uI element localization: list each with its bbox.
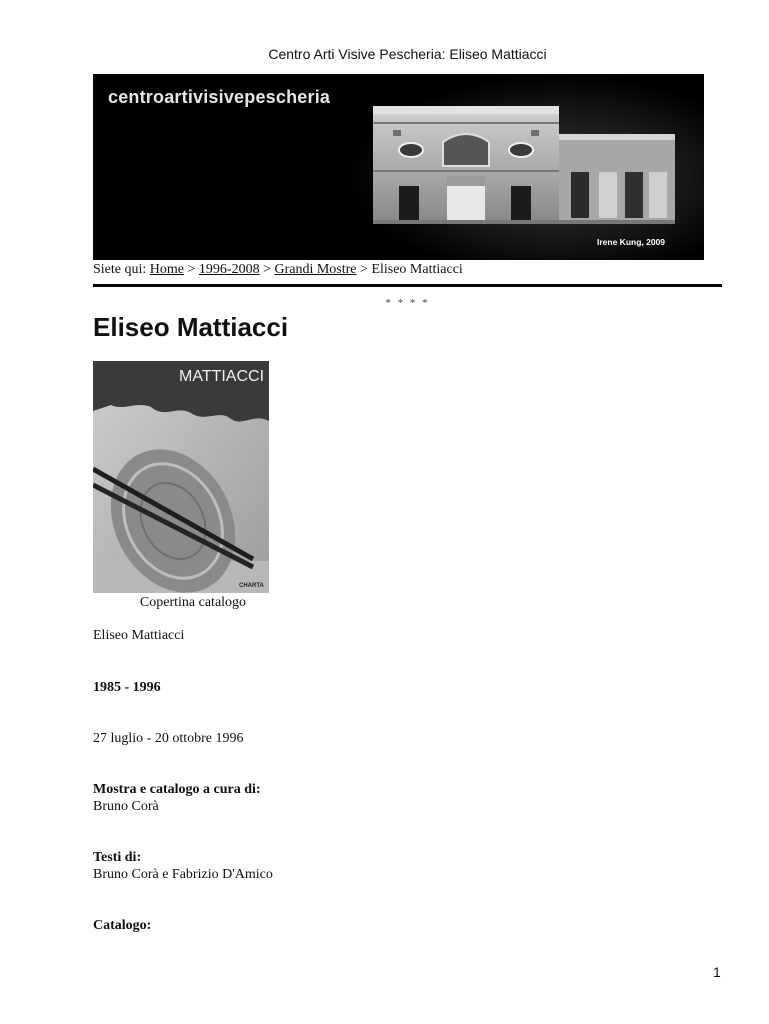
curated-by-label: Mostra e catalogo a cura di: <box>93 782 261 797</box>
section-stars: * * * * <box>385 297 430 309</box>
artist-name: Eliseo Mattiacci <box>93 628 185 643</box>
page-title: Eliseo Mattiacci <box>93 312 289 342</box>
breadcrumb-separator: > <box>263 262 271 277</box>
header-divider <box>93 284 722 287</box>
breadcrumb <box>93 262 463 278</box>
breadcrumb-separator: > <box>360 262 368 277</box>
texts-by-label: Testi di: <box>93 850 142 865</box>
cover-caption: Copertina catalogo <box>139 595 247 610</box>
breadcrumb-separator: > <box>187 262 196 277</box>
breadcrumb-link-1996-2008[interactable]: 1996-2008 <box>198 262 260 277</box>
site-banner <box>93 74 704 260</box>
exhibition-dates: 27 luglio - 20 ottobre 1996 <box>93 731 244 746</box>
cover-publisher-text: CHARTA <box>239 583 264 589</box>
breadcrumb-link-home[interactable]: Home <box>149 262 184 277</box>
curator-name: Bruno Corà <box>93 799 159 814</box>
exhibition-period: 1985 - 1996 <box>93 680 161 695</box>
breadcrumb-current: Eliseo Mattiacci <box>371 262 463 277</box>
catalog-label: Catalogo: <box>93 918 152 933</box>
banner-photo-credit: Irene Kung, 2009 <box>597 237 666 247</box>
catalog-cover-image <box>93 361 269 593</box>
cover-title-text: MATTIACCI <box>179 368 265 385</box>
page-header-title: Centro Arti Visive Pescheria: Eliseo Mattiacci <box>268 46 547 62</box>
texts-authors: Bruno Corà e Fabrizio D'Amico <box>93 867 273 882</box>
catalog-cover-art <box>93 361 269 593</box>
page-number: 1 <box>713 964 721 980</box>
banner-site-title: centroartivisivepescheria <box>108 87 331 107</box>
breadcrumb-prefix: Siete qui: <box>93 262 147 277</box>
breadcrumb-link-grandi-mostre[interactable]: Grandi Mostre <box>274 262 357 277</box>
